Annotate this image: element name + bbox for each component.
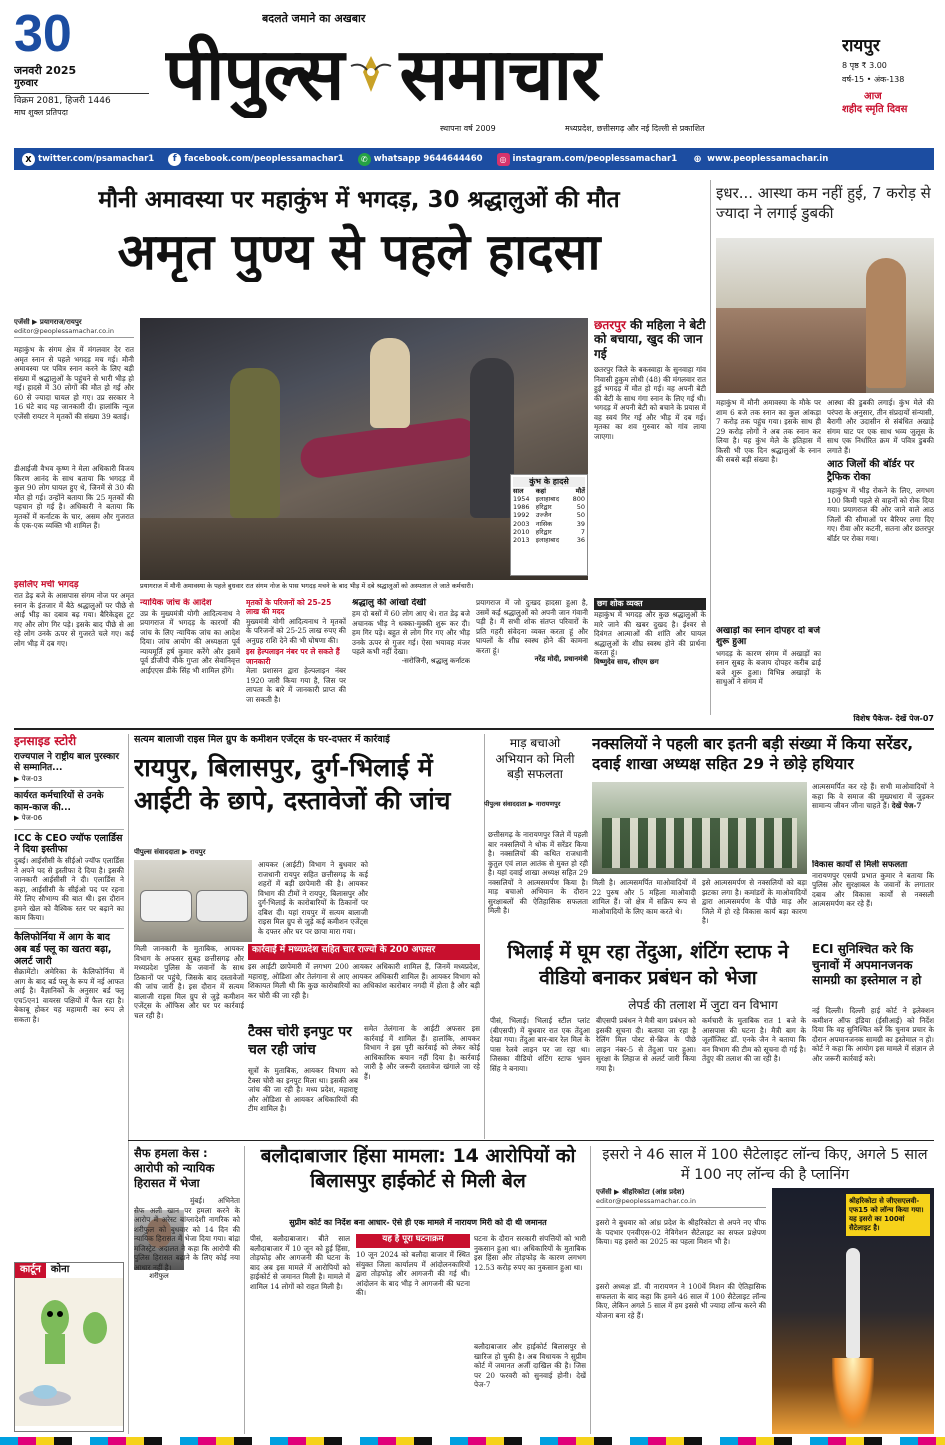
vikas-body: नारायणपुर एसपी प्रभात कुमार ने बताया कि पुलिस और सुरक्षाबल के जवानों के लगातार दबाव और विकास कार्यों से नक्सली आत्मसमर्पण कर रहे हैं। <box>812 870 934 909</box>
border-subhead: आठ जिलों की बॉर्डर पर ट्रैफिक रोका <box>827 459 915 483</box>
judicial-subhead: न्यायिक जांच के आदेश <box>140 598 212 608</box>
kumbh-table-grid <box>513 487 585 544</box>
instagram-icon: ◎ <box>497 153 510 166</box>
kumbh-table-row <box>513 520 585 528</box>
madh-headline: माड़ बचाओ अभियान को मिली बड़ी सफलता <box>495 736 575 782</box>
cg-condolence-subhead: छग शोक व्यक्त <box>594 598 706 610</box>
faith-body-2: आस्था की डुबकी लगाई। कुंभ मेले की परंपरा के अनुसार, तीन संप्रदायों संन्यासी, बैरागी और उदासीन से संबंधित अखाड़े संगम घाट पर एक साथ भव्य जुलूस के साथ एक निर्धारित क्रम में पवित्र डुबकी लगाते हैं। <box>827 398 934 455</box>
akhada-block <box>716 626 821 716</box>
date-tithi: माघ शुक्ल प्रतिपदा <box>14 107 68 117</box>
baloda-divider <box>590 1146 591 1434</box>
kumbh-table-cell: इलाहाबाद <box>535 535 560 544</box>
lead-byline-block <box>14 318 134 341</box>
witness-name: -सरोजिनी, श्रद्धालु कर्नाटक <box>401 656 470 665</box>
photo-figure-1 <box>230 368 280 518</box>
it-kicker: सत्यम बालाजी राइस मिल ग्रुप के कमीशन एजेंट्स के घर-दफ्तर में कार्रवाई <box>134 734 390 745</box>
lead-photo-caption: प्रयागराज में मौनी अमावस्या के पहले बुधवार रात संगम नोज के पास भगदड़ मचने के बाद भीड़ में दबे श्रद्धालुओं को अस्पताल ले जाते कर्मचारी। <box>140 582 474 590</box>
photo-figure-3 <box>370 338 410 428</box>
judicial-block <box>140 598 240 710</box>
date-block <box>14 8 149 120</box>
kumbh-table-cell: 1954 <box>513 495 530 504</box>
faith-headline: इधर... आस्था कम नहीं हुई, 7 करोड़ से ज्यादा ने लगाई डुबकी <box>716 184 931 222</box>
kumbh-table-cell: हरिद्वार <box>535 527 552 536</box>
witness-body: हम दो बसों में 60 लोग आए थे। रात डेढ़ बजे अचानक भीड़ ने धक्का-मुक्की शुरू कर दी। हम गिर पड़े। बहुत से लोग गिर गए और भीड़ उनके ऊपर से गुजर गई। ऐसा भयावह मंजर पहले कभी नहीं देखा। <box>352 609 470 657</box>
eci-body: नई दिल्ली। दिल्ली हाई कोर्ट ने इलेक्शन कमीशन ऑफ इंडिया (ईसीआई) को निर्देश दिया कि वह सुनिश्चित करें कि चुनाव प्रचार के दौरान अपमानजनक सामग्री का इस्तेमाल न हो। कोर्ट ने कहा कि आयोग इस मामले में संज्ञान ले और जरूरी कार्रवाई करे। <box>812 1006 934 1063</box>
cal-headline: कैलिफोर्निया में आग के बाद अब बर्ड फ्लू का खतरा बढ़ा, अलर्ट जारी <box>14 928 124 968</box>
faith-right-col <box>827 398 934 678</box>
edition-info <box>842 36 937 116</box>
madh-byline: पीपुल्स संवाददाता ▶ नारायणपुर <box>484 800 561 808</box>
photo-row-people <box>602 818 797 868</box>
cartoon-header <box>15 1263 123 1278</box>
kumbh-table-cell: 36 <box>576 535 585 544</box>
pm-name: नरेंद्र मोदी, प्रधानमंत्री <box>534 655 588 663</box>
helpline-subhead: इस हेल्पलाइन नंबर पर ले सकते हैं जानकारी <box>246 647 340 666</box>
leopard-body-2: बीएसपी प्रबंधन ने मैत्री बाग प्रबंधन को इसकी सूचना दी। बताया जा रहा है रेलिंग मिल पोस्ट से-ब्रिज के पीछे लाइन नंबर-5 से तेंदुआ पार हुआ। सुरक्षा के लिहाज से अलर्ट जारी किया गया है। <box>596 1016 696 1073</box>
cg-condolence-body: महाकुंभ में भगदड़ और कुछ श्रद्धालुओं के मारे जाने की खबर दुखद है। ईश्वर से दिवंगत आत्माओं की शांति और घायल श्रद्धालुओं के शीघ्र स्वस्थ होने की प्रार्थना करता हूं। <box>594 610 706 657</box>
kumbh-table-cell: नासिक <box>535 519 553 528</box>
date-vikram: विक्रम 2081, हिजरी 1446 <box>14 93 149 107</box>
isro-headline: इसरो ने 46 साल में 100 सैटेलाइट लॉन्च किए, अगले 5 साल में 100 नए लॉन्च की है प्लानिंग <box>602 1147 928 1183</box>
cal-body: सैक्रामेंटो। अमेरिका के कैलिफोर्निया में आग के बाद बर्ड फ्लू के रूप में नई आफत आई है। वैज्ञानिकों के अनुसार बर्ड फ्लू एच5एन1 वायरस पक्षियों में फैल रहा है। बेकाबू होकर यह महामारी का रूप ले सकता है। <box>14 967 124 1024</box>
kumbh-table-cell: हरिद्वार <box>535 503 552 512</box>
naxal-see-page: देखें पेज-7 <box>891 801 922 810</box>
lead-right-divider <box>710 180 711 715</box>
inside-divider <box>128 734 129 1434</box>
section-rule-1 <box>14 728 934 730</box>
it-body-2: मिली जानकारी के मुताबिक, आयकर विभाग के अफसर सुबह छत्तीसगढ़ और मध्यप्रदेश पुलिस के जवानों के साथ ठिकानों पर पहुंचे, जिसके बाद दस्तावेजों की जांच जारी है। इस दौरान में सत्यम बालाजी राइस मिल ग्रुप से जुड़े कमीशन एजेंट्स के ऑफिस और घर पर कार्रवाई चल रही है। <box>134 944 244 1020</box>
kumbh-table-title: कुंभ के हादसे <box>513 477 585 487</box>
date-day: गुरुवार <box>14 77 38 89</box>
kumbh-table-cell: 50 <box>576 503 585 512</box>
date-month: जनवरी 2025 <box>14 64 77 77</box>
baloda-body-2: 10 जून 2024 को बलौदा बाजार में स्थित संयुक्त जिला कार्यालय में आंदोलनकारियों द्वारा तोड़फोड़ और आगजनी की गई थी। आंदोलन के बाद भीड़ ने आगजनी की घटना की। <box>356 1250 470 1297</box>
kumbh-table-cell: इलाहाबाद <box>535 495 560 504</box>
lead-email: editor@peoplessamachar.co.in <box>14 327 134 338</box>
why-body: रात डेढ़ बजे के आसपास संगम नोज पर अमृत स्नान के इंतजार में बैठे श्रद्धालुओं पर पीछे से आई भीड़ का दबाव बढ़ गया। बैरिकेड्स टूट गए और लोग गिर पड़े। इसके बाद पीछे से आ रहे लोग उनके ऊपर से गुजरते चले गए। कई लोग भीड़ में दब गए। <box>14 591 134 648</box>
faith-body-1: महाकुंभ में मौनी अमावस्या के मौके पर शाम 6 बजे तक स्नान का कुल आंकड़ा 7 करोड़ तक पहुंच गया। इसके साथ ही 29 करोड़ लोगों ने अब तक स्नान कर लिया है। यह कुंभ मेले के इतिहास में किसी भी एक दिन श्रद्धालुओं के स्नान की सबसे बड़ी संख्या है। <box>716 398 821 464</box>
today-event: शहीद स्मृति दिवस <box>842 103 908 115</box>
kumbh-table-row <box>513 536 585 544</box>
tax-body: सूत्रों के मुताबिक, आयकर विभाग को टैक्स चोरी का इनपुट मिला था। इसकी अब जांच की जा रही है। मध्य प्रदेश, महाराष्ट्र और ओडिशा से आयकर अधिकारियों की टीम शामिल है। <box>248 1066 358 1113</box>
it-headline: रायपुर, बिलासपुर, दुर्ग-भिलाई में आईटी के छापे, दस्तावेजों की जांच <box>134 753 451 815</box>
saif-body: मुंबई। अभिनेता सैफ अली खान पर हमला करने के आरोप में अरेस्ट बांग्लादेशी नागरिक को शरीफुल को बुधवार को 14 दिन की न्यायिक हिरासत में भेजा दिया गया। बांद्रा मजिस्ट्रेट अदालत ने कहा कि आरोपी की पुलिस हिरासत बढ़ाने के लिए कोई नया आधार नहीं है। <box>134 1196 240 1272</box>
cartoon-label: कार्टून <box>15 1263 46 1278</box>
shariful-label: शरीफुल <box>149 1272 169 1280</box>
photo-crowd <box>716 308 866 393</box>
pm-block <box>476 598 588 710</box>
judicial-body: उप्र के मुख्यमंत्री योगी आदित्यनाथ ने प्रयागराज में भगदड़ के कारणों की जांच के लिए न्यायिक जांच का आदेश दिया। जांच आयोग की अध्यक्षता पूर्व न्यायमूर्ति हर्ष कुमार करेंगे और इसमें पूर्व डीजीपी वीके गुप्ता और सेवानिवृत्त आईएएस डीके सिंह भी शामिल होंगे। <box>140 608 240 675</box>
baloda-body-4: बलौदाबाजार और हाईकोर्ट बिलासपुर से खारिज हो चुकी है। अब विधायक ने सुप्रीम कोर्ट में जमानत अर्जी दाखिल की है। जिस पर 20 फरवरी को सुनवाई होनी। देखें पेज-7 <box>474 1342 586 1389</box>
kumbh-table-cell: 2003 <box>513 519 530 528</box>
lead-headline: अमृत पुण्य से पहले हादसा <box>117 223 601 281</box>
mp-officers-body: इस आईटी छापेमारी में लगभग 200 आयकर अधिकारी शामिल हैं, जिनमें मध्यप्रदेश, महाराष्ट्र, ओडिशा और तेलंगाना से आए आयकर अधिकारी शामिल हैं। आयकर विभाग को शिकायत मिली थी कि कुछ कारोबारियों का अधिकांश कारोबार नगदी में होता है और बड़ी कर चोरी की जा रही है। <box>248 962 480 1000</box>
twitter-x-icon: X <box>22 153 35 166</box>
vikas-subhead: विकास कार्यों से मिली सफलता <box>812 860 908 870</box>
saif-headline: सैफ हमला केस : आरोपी को न्यायिक हिरासत में भेजा <box>134 1146 215 1190</box>
title-right: समाचार <box>399 32 600 116</box>
inside-page-2: ▶ पेज-06 <box>14 813 43 822</box>
tax-headline: टैक्स चोरी इनपुट पर चल रही जांच <box>248 1024 352 1058</box>
title-left: पीपुल्स <box>165 32 344 116</box>
title-logo <box>349 52 393 96</box>
kumbh-table-cell: 800 <box>572 495 585 504</box>
globe-icon: ⊕ <box>693 153 702 165</box>
city: रायपुर <box>842 36 880 56</box>
photo-car-1 <box>140 890 192 922</box>
baloda-timeline-bar: यह है पूरा घटनाक्रम <box>356 1234 470 1248</box>
kumbh-table-cell: 2013 <box>513 535 530 544</box>
section-rule-2 <box>128 1140 934 1141</box>
whatsapp-link[interactable]: ✆ whatsapp 9644644460 <box>358 153 483 166</box>
border-body: महाकुंभ में भीड़ रोकने के लिए, लगभग 100 किमी पहले से वाहनों को रोक दिया गया। प्रयागराज की ओर जाने वाले आठ जिलों की सीमाओं पर बैरियर लगा दिए गए। रीवा और कटनी, सतना और छतरपुर बॉर्डर पर रोका गया। <box>827 486 934 543</box>
naxal-body-3-text: आत्मसमर्पित कर रहे हैं। सभी माओवादियों ने कहा कि वे समाज की मुख्यधारा में जुड़कर सामान्य जीवन जीना चाहते हैं। <box>812 782 934 810</box>
today-label: आज <box>864 91 882 103</box>
it-body-1: आयकर (आईटी) विभाग ने बुधवार को राजधानी रायपुर सहित छत्तीसगढ़ के कई शहरों में बड़ी छापेमारी की है। आयकर विभाग की टीमों ने रायपुर, बिलासपुर और दुर्ग-भिलाई के कारोबारियों के ठिकानों पर दबिश दी। यहां रायपुर में सत्यम बालाजी राइस मिल ग्रुप से जुड़े कई कमीशन एजेंट्स के दफ्तर और घर पर छापा मारा गया। <box>258 860 368 936</box>
kumbh-table-row <box>513 503 585 511</box>
it-raid-cars-photo <box>134 860 252 942</box>
naxal-surrender-photo <box>592 782 807 874</box>
facebook-link[interactable]: f facebook.com/peoplessamachar1 <box>168 153 344 166</box>
kumbh-table-body <box>513 495 585 544</box>
why-subhead: इसलिए मची भगदड़ <box>14 580 79 590</box>
inside-item-2[interactable]: कार्यरत कर्मचारियों से उनके काम-काज की... <box>14 787 124 814</box>
eci-headline: ECI सुनिश्चित करे कि चुनावों में अपमानजनक सामग्री का इस्तेमाल न हो <box>812 942 922 988</box>
photo-rocket <box>846 1248 860 1358</box>
lead-body-2: डीआईजी वैभव कृष्ण ने मेला अधिकारी विजय किरण आनंद के साथ बताया कि भगदड़ में कुल 90 लोग घायल हुए थे, जिनमें से 30 की मौत हो गई। उन्होंने बताया कि 25 मृतकों की पहचान हो गई है। अधिकारी ने बताया कि मृतकों में कर्नाटक के चार, असम और गुजरात के एक-एक व्यक्ति भी शामिल हैं। <box>14 464 134 530</box>
lead-kicker: मौनी अमावस्या पर महाकुंभ में भगदड़, 30 श्रद्धालुओं की मौत <box>98 187 620 213</box>
mp-officers-bar: कार्रवाई में मध्यप्रदेश सहित चार राज्यों के 200 अफसर <box>248 944 480 960</box>
why-block <box>14 580 134 710</box>
facebook-icon: f <box>168 153 181 166</box>
cartoon-corner-label: कोना <box>50 1264 70 1275</box>
isro-body-2: इसरो अध्यक्ष डॉ. वी नारायणन ने 100वें मिशन की ऐतिहासिक सफलता के बाद कहा कि हमने 46 साल में 100 सैटेलाइट लॉन्च किए, लेकिन अगले 5 साल में हम इससे भी ज्यादा लॉन्च करने की योजना बना रहे हैं। <box>596 1282 766 1320</box>
saif-divider <box>244 1146 245 1434</box>
baloda-body-3: घटना के दौरान सरकारी संपत्तियों को भारी नुकसान हुआ था। अधिकारियों के मुताबिक इस हिंसा और तोड़फोड़ के कारण लगभग 12.53 करोड़ रुपए का नुकसान हुआ था। <box>474 1234 586 1272</box>
lead-body-1: महाकुंभ के संगम क्षेत्र में मंगलवार देर रात अमृत स्नान से पहले भगदड़ मच गई। मौनी अमावस्या पर पवित्र स्नान करने के लिए बड़ी संख्या में श्रद्धालुओं के पहुंचने से भारी भीड़ हो गई। हादसे में 30 लोगों की मौत हो गई और 60 से ज्यादा घायल हो गए। उप्र सरकार ने 16 घंटे बाद यह जानकारी दी। हालांकि न्यूज एजेंसी रायटर ने मृतकों की संख्या 39 बताई। <box>14 345 134 421</box>
published-states: मध्यप्रदेश, छत्तीसगढ़ और नई दिल्ली से प्रकाशित <box>565 124 705 133</box>
chhatarpur-headline-text: की महिला ने बेटी को बचाया, खुद की जान गई <box>594 318 706 361</box>
akhada-subhead: अखाड़ों का स्नान दोपहर दो बजे शुरू हुआ <box>716 626 820 648</box>
witness-block <box>352 598 470 710</box>
instagram-link[interactable]: ◎ instagram.com/peoplessamachar1 <box>497 153 678 166</box>
kumbh-table-row <box>513 511 585 519</box>
isro-email: editor@peoplessamachar.co.in <box>596 1197 766 1208</box>
chhatarpur-headline <box>594 318 706 361</box>
kumbh-col-place: कहां <box>535 487 546 495</box>
leopard-body-1: पीसं, भिलाई। भिलाई स्टील प्लांट (बीएसपी) में बुधवार रात एक तेंदुआ देखा गया। तेंदुआ बार-बार रेल मिल के पास रेलवे लाइन पर जा रहा था। जिसका वीडियो शंटिंग स्टाफ भुवन सिंह ने बनाया। <box>490 1016 590 1073</box>
baloda-body-1: पीसं, बलौदाबाजार। बीते साल बलौदाबाजार में 10 जून को हुई हिंसा, तोड़फोड़ और आगजनी की घटना के बाद अब इस मामले में आरोपियों को हाईकोर्ट से जमानत मिली है। मामले में शामिल 14 लोगों को राहत मिली है। <box>250 1234 350 1291</box>
isro-photo-caption: श्रीहरिकोटा से जीएसएलवी-एफ15 को लॉन्च किया गया। यह इसरो का 100वां सैटेलाइट है। <box>846 1194 930 1236</box>
akhada-body: भगदड़ के कारण संगम में अखाड़ों का स्नान सुबह के बजाय दोपहर करीब ढाई बजे शुरू हुआ। विभिन्न अखाड़ों के साधुओं ने संगम में <box>716 648 821 686</box>
it-body-3: समेत तेलंगाना के आईटी अफसर इस कार्रवाई में शामिल हैं। हालांकि, आयकर विभाग ने इस पूरी कार्रवाई को लेकर कोई आधिकारिक बयान नहीं दिया है। कार्रवाई जारी है और जरूरी दस्तावेज खंगाले जा रहे हैं। <box>364 1024 480 1081</box>
website-link[interactable]: ⊕ www.peoplessamachar.in <box>691 153 828 166</box>
photo-flame <box>832 1358 874 1428</box>
kumbh-table-cell: उज्जैन <box>535 511 552 520</box>
social-bar <box>14 148 934 170</box>
tagline: बदलते जमाने का अखबार <box>262 12 366 25</box>
date-number: 30 <box>14 8 72 63</box>
isro-body-1: इसरो ने बुधवार को आंध्र प्रदेश के श्रीहरिकोटा से अपने नए चीफ के पदभार एनवीएस-02 नेविगेशन सैटेलाइट का सफल प्रक्षेपण किया। यह इसरो का 2025 का पहला मिशन भी है। <box>596 1218 766 1246</box>
naxal-headline: नक्सलियों ने पहली बार इतनी बड़ी संख्या में किया सरेंडर, दवाई शाखा अध्यक्ष सहित 29 ने छोड़े हथियार <box>592 735 914 774</box>
whatsapp-icon: ✆ <box>358 153 371 166</box>
compensation-body: मुख्यमंत्री योगी आदित्यनाथ ने मृतकों के परिजनों को 25-25 लाख रुपए की अनुग्रह राशि देने की भी घोषणा की। <box>246 616 346 645</box>
it-body-1b <box>372 860 478 942</box>
kumbh-table-row <box>513 528 585 536</box>
compensation-block <box>246 598 346 710</box>
inside-item-1[interactable]: राज्यपाल ने राष्ट्रीय बाल पुरस्कार से सम्मानित... <box>14 752 120 774</box>
color-registration-strip <box>0 1437 945 1445</box>
masthead <box>0 0 945 145</box>
naxal-body-3 <box>812 782 934 858</box>
newspaper-title <box>165 30 825 118</box>
leopard-subhead: लेपर्ड की तलाश में जुटा वन विभाग <box>628 998 778 1012</box>
cartoon-corner <box>14 1262 124 1432</box>
founded: स्थापना वर्ष 2009 <box>440 124 496 133</box>
baloda-kicker: सुप्रीम कोर्ट का निर्देश बना आधार- ऐसे ही एक मामले में नारायण मिरी को दी थी जमानत <box>289 1218 547 1227</box>
kumbh-col-year: साल <box>513 487 524 495</box>
kumbh-table-cell: 2010 <box>513 527 530 536</box>
cg-condolence-name: विष्णुदेव साय, सीएम छग <box>594 657 659 666</box>
icc-headline: ICC के CEO ज्यॉफ एलार्डिस ने दिया इस्तीफा <box>14 829 124 857</box>
pm-body: प्रयागराज में जो दुःखद हादसा हुआ है, उसमें कई श्रद्धालुओं को अपनी जान गंवानी पड़ी है। मैं सभी शोक संतप्त परिवारों के प्रति गहरी संवेदना व्यक्त करता हूं और घायलों के शीघ्र स्वस्थ होने की कामना करता हूं। <box>476 598 588 655</box>
leopard-body-3: कर्मचारी के मुताबिक रात 1 बजे के आसपास की घटना है। मैत्री बाग के जूलॉजिस्ट डॉ. एनके जैन ने बताया कि वन विभाग की टीम को सूचना दी गई है। तेंदुए की तलाश की जा रही है। <box>702 1016 806 1063</box>
pages-price: 8 पृष्ठ ₹ 3.00 <box>842 61 887 71</box>
vikas-block <box>812 860 934 940</box>
twitter-link[interactable]: X twitter.com/psamachar1 <box>22 153 154 166</box>
isro-byline: एजेंसी ▶ श्रीहरिकोटा (आंध्र प्रदेश) <box>596 1188 685 1196</box>
kumbh-table <box>510 474 588 576</box>
inside-title: इनसाइड स्टोरी <box>14 734 77 748</box>
helpline-body: मेला प्रशासन द्वारा हेल्पलाइन नंबर 1920 जारी किया गया है, जिस पर लापता के बारे में जानकारी प्राप्त की जा सकती है। <box>246 666 346 704</box>
inside-page-1: ▶ पेज-03 <box>14 774 43 783</box>
kumbh-table-row <box>513 495 585 503</box>
madh-body: छत्तीसगढ़ के नारायणपुर जिले में पहली बार नक्सलियों ने थोक में सरेंडर किया है। नक्सलियों की कथित राजधानी कुतुल एवं लाल आतंक से मुक्त हो रही है। यहां दवाई शाखा अध्यक्ष सहित 29 नक्सलियों ने आत्मसमर्पण किया है। माड़ बचाओ अभियान के दौरान सुरक्षाबलों की ऐतिहासिक सफलता मिली है। <box>488 830 588 915</box>
pen-nib-icon <box>349 52 393 96</box>
it-byline: पीपुल्स संवाददाता ▶ रायपुर <box>134 848 206 856</box>
kumbh-col-deaths: मौतें <box>575 487 585 495</box>
compensation-subhead: मृतकों के परिजनों को 25-25 लाख की मदद <box>246 598 332 617</box>
naxal-body-1: मिली है। आत्मसमर्पित माओवादियों में 22 पुरुष और 5 महिला माओवादी शामिल हैं। जो क्षेत्र में सक्रिय रूप से माओवादियों के लिए काम करते थे। <box>592 878 696 916</box>
kumbh-table-header-row <box>513 487 585 495</box>
alien-cartoon-icon <box>15 1278 123 1426</box>
kumbh-table-cell: 1992 <box>513 511 530 520</box>
isro-byline-block <box>596 1188 766 1211</box>
leopard-headline: भिलाई में घूम रहा तेंदुआ, शंटिंग स्टाफ ने वीडियो बनाकर प्रबंधन को भेजा <box>507 941 789 989</box>
lead-byline: एजेंसी ▶ प्रयागराज/रायपुर <box>14 318 82 326</box>
year-issue: वर्ष-15 • अंक-138 <box>842 75 905 85</box>
photo-sadhu <box>866 258 906 388</box>
chhatarpur-block <box>594 318 706 596</box>
cg-condolence-block <box>594 598 706 710</box>
kumbh-table-cell: 39 <box>576 519 585 528</box>
kumbh-table-cell: 1986 <box>513 503 530 512</box>
witness-subhead: श्रद्धालु की आंखों देखी <box>352 598 427 608</box>
chhatarpur-body: छतरपुर जिले के बकस्वाहा के सुनवाहा गांव निवासी हुकुम लोधी (48) की मंगलवार रात हुई भगदड़ में मौत हो गई। वह अपनी बेटी की बेटी के साथ गंगा स्नान के लिए गई थी। भगदड़ में अपनी बेटी को बचाने के प्रयास में वह स्वयं गिर गई और भीड़ में दब गई। मृतका का शव गुरुवार को गांव लाया जाएगा। <box>594 365 706 441</box>
photo-figure-2 <box>470 358 514 518</box>
chhatarpur-kicker: छतरपुर <box>594 318 626 332</box>
special-package: विशेष पैकेज- देखें पेज-07 <box>853 714 934 723</box>
kumbh-table-cell: 50 <box>576 511 585 520</box>
icc-body: दुबई। आईसीसी के सीईओ ज्यॉफ एलार्डिस ने अपने पद से इस्तीफा दे दिया है। इसकी जानकारी आईसीसी ने दी। एलार्डिस ने कहा, आईसीसी के सीईओ पद पर रहना मेरे लिए सौभाग्य की बात थी। इस दौरान हमने खेल को वैश्विक स्तर पर बढ़ाने का काम किया। <box>14 856 124 923</box>
photo-car-2 <box>196 890 248 922</box>
it-divider <box>484 734 485 1139</box>
naxal-body-2: इसे आत्मसमर्पण से नक्सलियों को बड़ा झटका लगा है। कमांडरों के माओवादियों द्वारा आत्मसमर्पण के पीछे माड़ और जिले में हो रहे विकास कार्य बड़ा कारण है। <box>702 878 807 925</box>
kumbh-table-cell: 7 <box>580 527 585 536</box>
holy-dip-photo <box>716 238 934 393</box>
baloda-headline: बलौदाबाजार हिंसा मामला: 14 आरोपियों को बिलासपुर हाईकोर्ट से मिली बेल <box>260 1145 576 1192</box>
